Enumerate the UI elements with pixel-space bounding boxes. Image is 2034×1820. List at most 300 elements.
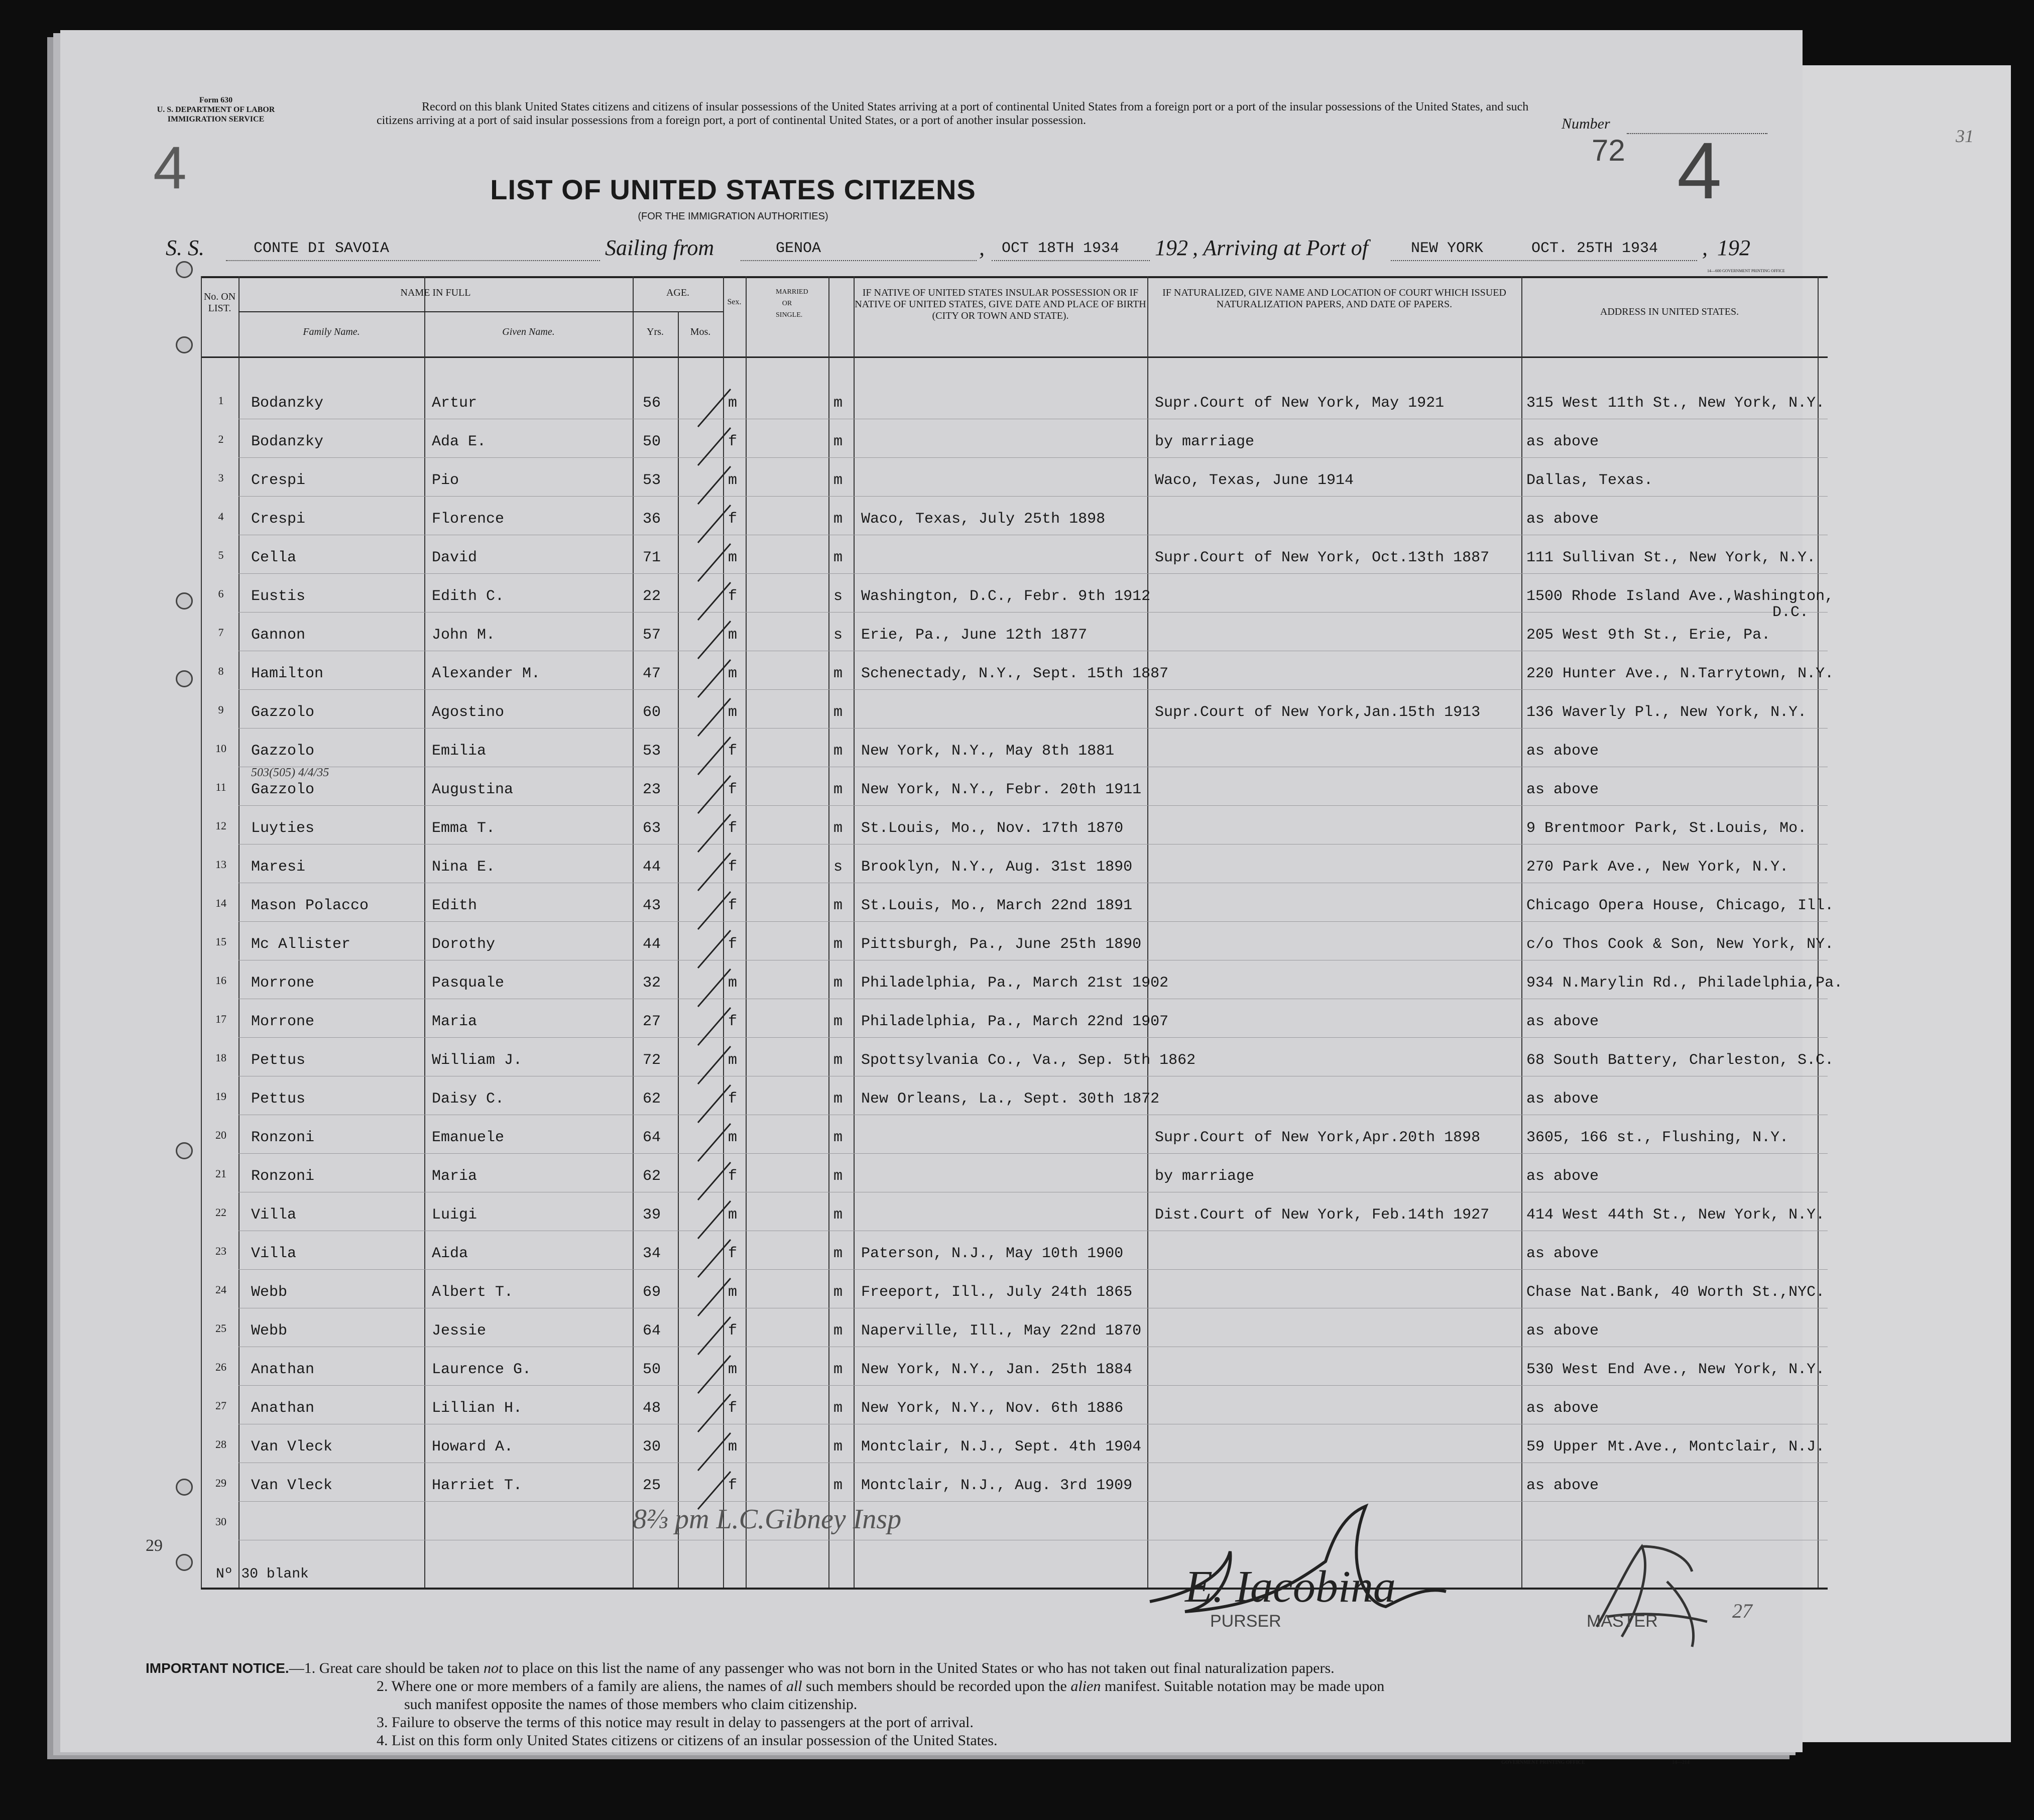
row-number: 21 (215, 1167, 226, 1180)
given-name: Maria (432, 1013, 477, 1030)
birth-place-date: New York, N.Y., Febr. 20th 1911 (861, 781, 1142, 798)
list-number-hand-small: 72 (1592, 134, 1625, 167)
birth-place-date: Schenectady, N.Y., Sept. 15th 1887 (861, 665, 1169, 682)
sex: m (728, 1129, 738, 1146)
given-name: Artur (432, 395, 477, 412)
birth-place-date: New York, N.Y., Nov. 6th 1886 (861, 1400, 1124, 1417)
sex: f (728, 511, 738, 528)
address: as above (1526, 1013, 1599, 1030)
sex: m (728, 1052, 738, 1069)
row-hand-note: 503(505) 4/4/35 (251, 766, 329, 779)
row-rule (238, 1153, 1828, 1154)
age-years: 32 (643, 975, 661, 992)
sex: m (728, 1284, 738, 1301)
table-row (201, 1273, 1828, 1312)
given-name: Ada E. (432, 433, 487, 450)
sailing-from-label: Sailing from (605, 235, 714, 260)
row-number: 27 (215, 1399, 226, 1412)
header-given-name: Given Name. (502, 326, 555, 337)
address: as above (1526, 1168, 1599, 1185)
sex: f (728, 1168, 738, 1185)
sex: f (728, 1400, 738, 1417)
notice-lead: IMPORTANT NOTICE. (146, 1660, 289, 1676)
age-years: 64 (643, 1129, 661, 1146)
sex: m (728, 1438, 738, 1455)
row-rule (238, 573, 1828, 574)
given-name: Howard A. (432, 1438, 514, 1455)
sex: f (728, 1013, 738, 1030)
address: 220 Hunter Ave., N.Tarrytown, N.Y. (1526, 665, 1834, 682)
marital-status: m (833, 665, 843, 682)
given-name: William J. (432, 1052, 523, 1069)
address: Chicago Opera House, Chicago, Ill. (1526, 897, 1834, 914)
family-name: Maresi (251, 859, 306, 876)
address: 9 Brentmoor Park, St.Louis, Mo. (1526, 820, 1807, 837)
family-name: Webb (251, 1284, 288, 1301)
given-name: Alexander M. (432, 665, 541, 682)
sex: f (728, 1322, 738, 1340)
birth-place-date: Freeport, Ill., July 24th 1865 (861, 1284, 1133, 1301)
family-name: Crespi (251, 511, 306, 528)
row-rule (238, 1501, 1828, 1502)
row-number: 16 (215, 974, 226, 987)
address: as above (1526, 433, 1599, 450)
header-naturalized: IF NATURALIZED, GIVE NAME AND LOCATION OF COURT WHICH ISSUED NATURALIZATION PAPERS, AND DATE OF PAPERS. (1162, 287, 1506, 310)
given-name: Edith (432, 897, 477, 914)
row-rule (238, 921, 1828, 922)
family-name: Anathan (251, 1361, 315, 1378)
marital-status: m (833, 1052, 843, 1069)
marital-status: m (833, 1206, 843, 1224)
address: 530 West End Ave., New York, N.Y. (1526, 1361, 1825, 1378)
age-years: 23 (643, 781, 661, 798)
marital-status: m (833, 1322, 843, 1340)
birth-place-date: New York, N.Y., May 8th 1881 (861, 743, 1115, 760)
family-name: Villa (251, 1206, 297, 1224)
sex: f (728, 820, 738, 837)
printer-credit: GOVERNMENT PRINTING OFFICE (1501, 1760, 1585, 1765)
marital-status: m (833, 1129, 843, 1146)
marital-status: m (833, 1400, 843, 1417)
table-row (201, 500, 1828, 539)
row-rule (238, 1385, 1828, 1386)
sex: m (728, 395, 738, 412)
list-number-hand-large: 4 (1677, 126, 1722, 215)
family-name: Villa (251, 1245, 297, 1262)
table-row (201, 1428, 1828, 1467)
master-signature (1567, 1526, 1727, 1657)
given-name: David (432, 549, 477, 566)
sex: f (728, 1477, 738, 1494)
naturalization: Waco, Texas, June 1914 (1155, 472, 1354, 489)
table-row (201, 964, 1843, 1003)
purser-label: PURSER (1210, 1612, 1281, 1631)
birth-place-date: Pittsburgh, Pa., June 25th 1890 (861, 936, 1142, 953)
table-row (201, 1041, 1834, 1080)
row-number: 25 (215, 1322, 226, 1334)
birth-place-date: Erie, Pa., June 12th 1877 (861, 627, 1088, 644)
age-years: 62 (643, 1168, 661, 1185)
row-rule (238, 1269, 1828, 1270)
address: as above (1526, 1400, 1599, 1417)
sex: f (728, 859, 738, 876)
header-sex: Sex. (727, 298, 742, 306)
given-name: Aida (432, 1245, 468, 1262)
naturalization: Supr.Court of New York,Jan.15th 1913 (1155, 704, 1481, 721)
row-number: 1 (218, 394, 224, 407)
birth-place-date: Naperville, Ill., May 22nd 1870 (861, 1322, 1142, 1340)
row-number: 29 (215, 1477, 226, 1489)
ship-name: CONTE DI SAVOIA (254, 240, 390, 257)
sex: m (728, 472, 738, 489)
table-header-rule (201, 356, 1828, 358)
row-number: 24 (215, 1283, 226, 1296)
address: 414 West 44th St., New York, N.Y. (1526, 1206, 1825, 1224)
naturalization: Dist.Court of New York, Feb.14th 1927 (1155, 1206, 1490, 1224)
naturalization: Supr.Court of New York, Oct.13th 1887 (1155, 549, 1490, 566)
address: 59 Upper Mt.Ave., Montclair, N.J. (1526, 1438, 1825, 1455)
age-years: 44 (643, 936, 661, 953)
birth-place-date: Montclair, N.J., Aug. 3rd 1909 (861, 1477, 1133, 1494)
sex: f (728, 897, 738, 914)
total-count-hand: 29 (146, 1536, 163, 1555)
family-name: Gazzolo (251, 704, 315, 721)
row-number: 13 (215, 858, 226, 871)
blank-note: Nº 30 blank (216, 1566, 309, 1582)
marital-status: m (833, 1013, 843, 1030)
master-label: MASTER (1587, 1612, 1658, 1631)
given-name: Jessie (432, 1322, 487, 1340)
table-row (201, 539, 1828, 577)
given-name: Nina E. (432, 859, 496, 876)
birth-place-date: Philadelphia, Pa., March 21st 1902 (861, 975, 1169, 992)
row-number: 6 (218, 587, 224, 600)
arriving-label: , Arriving at Port of (1192, 235, 1368, 260)
family-name: Ronzoni (251, 1168, 315, 1185)
sex: m (728, 1206, 738, 1224)
age-years: 44 (643, 859, 661, 876)
marital-status: m (833, 1245, 843, 1262)
address: 205 West 9th St., Erie, Pa. (1526, 627, 1771, 644)
table-row (201, 693, 1828, 732)
birth-place-date: Brooklyn, N.Y., Aug. 31st 1890 (861, 859, 1133, 876)
table-row (201, 1003, 1828, 1041)
header-family-name: Family Name. (303, 326, 360, 337)
row-number: 18 (215, 1051, 226, 1064)
address: as above (1526, 743, 1599, 760)
row-number: 7 (218, 626, 224, 639)
sex: m (728, 549, 738, 566)
family-name: Anathan (251, 1400, 315, 1417)
given-name: Pasquale (432, 975, 505, 992)
table-row (201, 655, 1834, 693)
naturalization: by marriage (1155, 433, 1255, 450)
given-name: Laurence G. (432, 1361, 532, 1378)
service-name: IMMIGRATION SERVICE (167, 115, 265, 124)
row-number: 4 (218, 510, 224, 523)
row-rule (238, 689, 1828, 690)
marital-status: m (833, 1284, 843, 1301)
form-title: LIST OF UNITED STATES CITIZENS (490, 174, 976, 205)
marital-status: m (833, 1438, 843, 1455)
punch-hole (176, 592, 193, 610)
family-name: Pettus (251, 1052, 306, 1069)
sex: f (728, 588, 738, 605)
given-name: Emma T. (432, 820, 496, 837)
header-age: AGE. (666, 287, 690, 298)
row-number: 28 (215, 1438, 226, 1450)
table-row (201, 1157, 1828, 1196)
address: 934 N.Marylin Rd., Philadelphia,Pa. (1526, 975, 1843, 992)
name-subrule (238, 311, 633, 312)
row-rule (238, 728, 1828, 729)
marital-status: s (833, 859, 843, 876)
row-30-hand-note: 8⅔ pm L.C.Gibney Insp (633, 1504, 902, 1535)
age-years: 34 (643, 1245, 661, 1262)
birth-place-date: Paterson, N.J., May 10th 1900 (861, 1245, 1124, 1262)
sex: m (728, 704, 738, 721)
address: 1500 Rhode Island Ave.,Washington, (1526, 588, 1834, 605)
sex: f (728, 781, 738, 798)
family-name: Hamilton (251, 665, 324, 682)
family-name: Bodanzky (251, 395, 324, 412)
punch-hole (176, 670, 193, 687)
family-name: Van Vleck (251, 1477, 333, 1494)
header-address: ADDRESS IN UNITED STATES. (1600, 306, 1739, 317)
address: 270 Park Ave., New York, N.Y. (1526, 859, 1789, 876)
table-row (201, 1312, 1828, 1351)
row-number: 12 (215, 819, 226, 832)
form-number-label: Form 630 (199, 96, 233, 104)
marital-status: m (833, 1477, 843, 1494)
naturalization: by marriage (1155, 1168, 1255, 1185)
table-row (201, 848, 1828, 887)
row-number: 2 (218, 433, 224, 445)
table-row (201, 1351, 1828, 1389)
address: as above (1526, 1090, 1599, 1108)
marital-status: m (833, 1090, 843, 1108)
age-years: 48 (643, 1400, 661, 1417)
age-years: 30 (643, 1438, 661, 1455)
manifest-sheet: Form 630 U. S. DEPARTMENT OF LABOR IMMIGRATION SERVICE 4 Record on this blank United States citizens and citizens of insular possessions of the United States arriving at a port of continental United States from a foreign port or a port of the insular possessions of the United States, and such citizens arriving at a port of said insular possessions from a foreign port, a port of continental United States, or a port of another insular possession. Number 72 4 LIST OF UNITED STATES CITIZENS (FOR THE IMMIGRATION AUTHORITIES) S. S. CONTE DI SAVOIA Sailing from GENOA , OCT 18TH 1934 192 , Arriving at Port of NEW YORK OCT. 25TH 1934 , 192 14—600 GOVERNMENT PRINTING OFFICE No. ON LIST. NAME IN FULL Family Name. Given Name. AGE. Yrs. Mos. Sex. MARRIED OR SINGLE. IF NATIVE OF UNITED STATES INSULAR POSSESSION OR IF NATIVE OF UNITED STATES, GIVE DATE AND PLACE OF BIRTH (CITY OR TOWN AND STATE). IF NATURALIZED, GIVE NAME AND LOCATION OF COURT WHICH ISSUED NATURALIZATION PAPERS, AND DATE OF PAPERS. ADDRESS IN UNITED STATES. 1 Bodanzky Artur 56 m m Supr.Court of New York, May 1921 315 West 11th St., New York, N.Y. 2 Bodanzky Ada E. 50 f m by marriage as above 3 Crespi Pio 53 m m Waco, Texas, June 1914 Dallas, Texas. 4 Crespi Florence 36 f m Waco, Texas, July 25th 1898 as above 5 Cella David 71 m m Supr.Court of New York, Oct.13th 1887 111 Sullivan St., New York, N.Y. 6 Eustis Edith C. 22 f s Washington, D.C., Febr. 9th 1912 1500 Rhode Island Ave.,Washington, D.C. 7 Gannon John M. 57 m s Erie, Pa., June 12th 1877 205 West 9th St., Erie, Pa. 8 Hamilton Alexander M. 47 m m Schenectady, N.Y., Sept. 15th 1887 220 Hunter Ave., N.Tarrytown, N.Y. 9 Gazzolo Agostino 60 m m Supr.Court of New York,Jan.15th 1913 136 Waverly Pl., New York, N.Y. 10 Gazzolo Emilia 53 f m New York, N.Y., May 8th 1881 as above 11 Gazzolo Augustina 23 f m New York, N.Y., Febr. 20th 1911 as above 503(505) 4/4/35 12 Luyties Emma T. 63 f m St.Louis, Mo., Nov. 17th 1870 9 Brentmoor Park, St.Louis, Mo. 13 Maresi Nina E. 44 f s Brooklyn, N.Y., Aug. 31st 1890 270 Park Ave., New York, N.Y. 14 Mason Polacco Edith 43 f m St.Louis, Mo., March 22nd 1891 Chicago Opera House, Chicago, Ill. 15 Mc Allister Dorothy 44 f m Pittsburgh, Pa., June 25th 1890 c/o Thos Cook & Son, New York, NY. 16 Morrone Pasquale 32 m m Philadelphia, Pa., March 21st 1902 934 N.Marylin Rd., Philadelphia,Pa. 17 Morrone Maria 27 f m Philadelphia, Pa., March 22nd 1907 as above 18 Pettus William J. 72 m m Spottsylvania Co., Va., Sep. 5th 1862 68 South Battery, Charleston, S.C. 19 Pettus Daisy C. 62 f m New Orleans, La., Sept. 30th 1872 as above 20 Ronzoni Emanuele 64 m m Supr.Court of New York,Apr.20th 1898 3605, 166 st., Flushing, N.Y. 21 Ronzoni Maria 62 f m by marriage as above 22 Villa Luigi 39 m m Dist.Court of New York, Feb.14th 1927 414 West 44th St., New York, N.Y. 23 Villa Aida 34 f m Paterson, N.J., May 10th 1900 as above 24 Webb Albert T. 69 m m Freeport, Ill., July 24th 1865 Chase Nat.Bank, 40 Worth St.,NYC. 25 Webb Jessie 64 f m Naperville, Ill., May 22nd 1870 as above 26 Anathan Laurence G. 50 m m New York, N.Y., Jan. 25th 1884 530 West End Ave., New York, N.Y. 27 Anathan Lillian H. 48 f m New York, N.Y., Nov. 6th 1886 as above 28 Van Vleck Howard A. 30 m m Montclair, N.J., Sept. 4th 1904 59 Upper Mt.Ave., Montclair, N.J. 29 Van Vleck Harriet T. 25 f m Montclair, N.J., Aug. 3rd 1909 as above 30 8⅔ pm L.C.Gibney Insp 29 Nº 30 blank E. Iacobina PURSER MASTER 27 IMPORTANT NOTICE.—1. Great care should be taken not to place on this list the name of any passenger who was not born in the United States or who has not taken out final naturalization papers. 2. Where one or more members of a family are aliens, the names of all such members should be recorded upon the alien manifest. Suitable notation may be made upon such manifest opposite the names of those members who claim citizenship. 3. Failure to observe the terms of this notice may result in delay to passengers at the port of arrival. 4. List on this form only United States citizens or citizens of an insular possession of the United States. GOVERNMENT PRINTING OFFICE 14—214 (60, 30, 1803, 1752)
age-years: 56 (643, 395, 661, 412)
family-name: Mc Allister (251, 936, 351, 953)
age-years: 57 (643, 627, 661, 644)
age-years: 39 (643, 1206, 661, 1224)
header-no-on-list: No. ON LIST. (203, 291, 236, 314)
marital-status: m (833, 936, 843, 953)
family-name: Gannon (251, 627, 306, 644)
sex: m (728, 665, 738, 682)
age-years: 63 (643, 820, 661, 837)
birth-place-date: Spottsylvania Co., Va., Sep. 5th 1862 (861, 1052, 1196, 1069)
age-years: 43 (643, 897, 661, 914)
age-years: 72 (643, 1052, 661, 1069)
given-name: Dorothy (432, 936, 496, 953)
purser-signature-text: E. Iacobina (1185, 1562, 1396, 1612)
row-number: 5 (218, 549, 224, 561)
row-number: 17 (215, 1013, 226, 1025)
address-continuation: D.C. (1772, 604, 1809, 621)
address: as above (1526, 1245, 1599, 1262)
ss-label: S. S. (166, 235, 204, 260)
arrival-year-printed: 192 (1717, 235, 1750, 260)
given-name: Edith C. (432, 588, 505, 605)
birth-place-date: Montclair, N.J., Sept. 4th 1904 (861, 1438, 1142, 1455)
row-number: 8 (218, 665, 224, 677)
row-number: 3 (218, 471, 224, 484)
family-name: Pettus (251, 1090, 306, 1108)
corner-page-number: 31 (1956, 126, 1974, 146)
family-name: Morrone (251, 1013, 315, 1030)
family-name: Ronzoni (251, 1129, 315, 1146)
table-row (201, 1235, 1828, 1273)
header-years: Yrs. (647, 326, 664, 337)
header-months: Mos. (690, 326, 711, 337)
given-name: Luigi (432, 1206, 477, 1224)
address: 315 West 11th St., New York, N.Y. (1526, 395, 1825, 412)
family-name: Morrone (251, 975, 315, 992)
punch-hole (176, 1142, 193, 1159)
sex: m (728, 1361, 738, 1378)
marital-status: m (833, 820, 843, 837)
given-name: Emanuele (432, 1129, 505, 1146)
age-years: 22 (643, 588, 661, 605)
age-years: 47 (643, 665, 661, 682)
sex: m (728, 975, 738, 992)
sailing-date: OCT 18TH 1934 (1002, 240, 1120, 257)
birth-place-date: Washington, D.C., Febr. 9th 1912 (861, 588, 1151, 605)
address: 111 Sullivan St., New York, N.Y. (1526, 549, 1816, 566)
address: 3605, 166 st., Flushing, N.Y. (1526, 1129, 1789, 1146)
marital-status: m (833, 395, 843, 412)
table-row (201, 887, 1834, 925)
marital-status: m (833, 1361, 843, 1378)
row-number: 22 (215, 1206, 226, 1219)
address: as above (1526, 781, 1599, 798)
family-name: Luyties (251, 820, 315, 837)
row-rule (238, 805, 1828, 806)
form-agency-block (115, 95, 316, 124)
row-number: 15 (215, 935, 226, 948)
address: c/o Thos Cook & Son, New York, NY. (1526, 936, 1834, 953)
family-name: Bodanzky (251, 433, 324, 450)
marital-status: s (833, 588, 843, 605)
row-number: 23 (215, 1245, 226, 1257)
sailing-port: GENOA (776, 240, 821, 257)
punch-hole (176, 1479, 193, 1496)
birth-place-date: St.Louis, Mo., March 22nd 1891 (861, 897, 1133, 914)
marital-status: m (833, 743, 843, 760)
form-subtitle: (FOR THE IMMIGRATION AUTHORITIES) (638, 211, 828, 222)
family-name: Webb (251, 1322, 288, 1340)
given-name: John M. (432, 627, 496, 644)
age-years: 50 (643, 1361, 661, 1378)
table-row (201, 577, 1834, 621)
sex: f (728, 1090, 738, 1108)
age-years: 53 (643, 472, 661, 489)
marital-status: m (833, 549, 843, 566)
arrival-date: OCT. 25TH 1934 (1531, 240, 1658, 257)
birth-place-date: Philadelphia, Pa., March 22nd 1907 (861, 1013, 1169, 1030)
given-name: Daisy C. (432, 1090, 505, 1108)
given-name: Albert T. (432, 1284, 514, 1301)
table-row (201, 461, 1828, 500)
table-row (201, 616, 1828, 655)
arrival-port: NEW YORK (1411, 240, 1484, 257)
family-name: Mason Polacco (251, 897, 369, 914)
birth-place-date: New Orleans, La., Sept. 30th 1872 (861, 1090, 1160, 1108)
age-years: 60 (643, 704, 661, 721)
marital-status: m (833, 897, 843, 914)
row-number: 20 (215, 1129, 226, 1141)
list-number-label: Number (1562, 115, 1610, 132)
table-row (201, 925, 1834, 964)
punch-hole (176, 336, 193, 353)
family-name: Cella (251, 549, 297, 566)
department-name: U. S. DEPARTMENT OF LABOR (157, 105, 275, 114)
family-name: Eustis (251, 588, 306, 605)
family-name: Gazzolo (251, 743, 315, 760)
given-name: Maria (432, 1168, 477, 1185)
age-years: 36 (643, 511, 661, 528)
row-number: 26 (215, 1361, 226, 1373)
form-stamp-number: 4 (153, 134, 187, 201)
header-native-birth: IF NATIVE OF UNITED STATES INSULAR POSSESSION OR IF NATIVE OF UNITED STATES, GIVE DATE AND PLACE OF BIRTH (CITY OR TOWN AND STATE). (855, 287, 1146, 321)
address: 136 Waverly Pl., New York, N.Y. (1526, 704, 1807, 721)
table-row (201, 1389, 1828, 1428)
table-row (201, 1080, 1828, 1119)
table-row (201, 809, 1828, 848)
age-years: 50 (643, 433, 661, 450)
birth-place-date: New York, N.Y., Jan. 25th 1884 (861, 1361, 1133, 1378)
important-notice: IMPORTANT NOTICE.—1. Great care should be taken not to place on this list the name of any passenger who was not born in the United States or who has not taken out final naturalization papers. 2. Where one or more members of a family are aliens, the names of all such members should be recorded upon the alien manifest. Suitable notation may be made upon such manifest opposite the names of those members who claim citizenship. 3. Failure to observe the terms of this notice may result in delay to passengers at the port of arrival. 4. List on this form only United States citizens or citizens of an insular possession of the United States. (146, 1660, 1385, 1749)
sex: f (728, 1245, 738, 1262)
punch-hole (176, 1554, 193, 1571)
given-name: Florence (432, 511, 505, 528)
header-married-single: MARRIED OR SINGLE. (776, 288, 808, 319)
family-name: Gazzolo (251, 781, 315, 798)
age-years: 69 (643, 1284, 661, 1301)
marital-status: m (833, 472, 843, 489)
given-name: Augustina (432, 781, 514, 798)
table-row (201, 1467, 1828, 1505)
address: as above (1526, 1322, 1599, 1340)
given-name: Lillian H. (432, 1400, 523, 1417)
table-row (201, 423, 1828, 461)
address: Dallas, Texas. (1526, 472, 1653, 489)
family-name: Crespi (251, 472, 306, 489)
printer-note: 14—600 GOVERNMENT PRINTING OFFICE (1707, 269, 1785, 273)
header-name-in-full: NAME IN FULL (400, 287, 471, 298)
age-years: 71 (643, 549, 661, 566)
row-number: 30 (215, 1515, 226, 1528)
purser-signature (1125, 1486, 1486, 1647)
age-years: 25 (643, 1477, 661, 1494)
marital-status: m (833, 511, 843, 528)
age-years: 62 (643, 1090, 661, 1108)
marital-status: m (833, 975, 843, 992)
birth-place-date: Waco, Texas, July 25th 1898 (861, 511, 1106, 528)
table-row (201, 384, 1828, 423)
marital-status: m (833, 1168, 843, 1185)
family-name: Van Vleck (251, 1438, 333, 1455)
marital-status: m (833, 433, 843, 450)
marital-status: m (833, 781, 843, 798)
naturalization: Supr.Court of New York, May 1921 (1155, 395, 1445, 412)
address: Chase Nat.Bank, 40 Worth St.,NYC. (1526, 1284, 1825, 1301)
row-number: 10 (215, 742, 226, 755)
